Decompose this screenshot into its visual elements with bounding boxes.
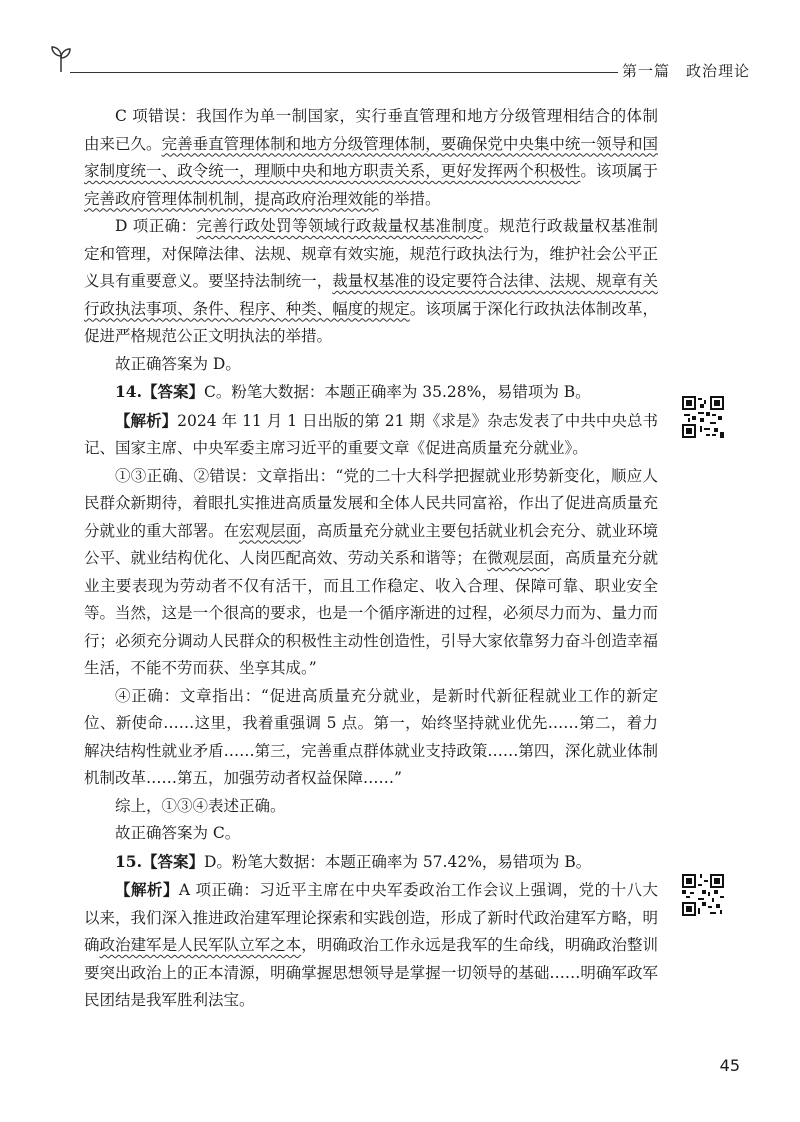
page-body — [84, 103, 658, 1015]
text-run: C 项错误：我国作为单一制国家，实行垂直管理和地方分级管理相结合的体制由来已久。 — [84, 107, 658, 153]
text-run: ①③正确、②错误：文章指出：“党的二十大科学把握就业形势新变化，顺应人民群众新期待，着眼扎实推进高质量发展和全体人民共同富裕，作出了促进高质量充分就业的重大部署。在 — [84, 466, 658, 540]
page-header — [0, 0, 800, 90]
paragraph-d-right — [84, 213, 658, 351]
question-14-point-2: ④正确：文章指出：“促进高质量充分就业，是新时代新征程就业工作的新定位、新使命……这里，我着重强调 5 点。第一，始终坚持就业优先……第二，着力解决结构性就业矛盾……第三，完善重点群体就业支持政策……第四，深化就业体制机制改革……第五，加强劳动者权益保障……” — [84, 686, 658, 787]
underlined-text: 裁量权基准的设定要符合法律、法规、规章有关行政执法事项、条件、程序、种类、幅度的规定 — [84, 272, 658, 318]
text-run: 。规范行政裁量权基准制定和管理，对保障法律、法规、规章有效实施，规范行政执法行为，维护社会公平正义具有重要意义。要坚持法制统一， — [84, 217, 658, 290]
summary-line: 综上，①③④表述正确。 — [115, 796, 286, 815]
answer-line: 故正确答案为 D。 — [115, 354, 241, 373]
underlined-text: 完善政府管理体制机制，提高政府治理效能 — [84, 189, 379, 208]
underlined-text: 完善垂直管理体制和地方分级管理体制，要确保党中央集中统一领导和国家制度统一、政令统一，理顺中央和地方职责关系，更好发挥两个积极性 — [84, 134, 658, 180]
question-14-point-1 — [84, 463, 658, 683]
page-number: 45 — [719, 1056, 740, 1075]
text-run: ，高质量充分就业主要表现为劳动者不仅有活干，而且工作稳定、收入合理、保障可靠、职业安全等。当然，这是一个很高的要求，也是一个循序渐进的过程，必须尽力而为、量力而行；必须充分调动人民群众的积极性主动性创造性，引导大家依靠努力奋斗创造幸福生活，不能不劳而获、坐享其成。” — [84, 549, 658, 677]
analysis-tag: 【解析】 — [115, 880, 179, 899]
underlined-text: 宏观层面 — [239, 521, 302, 540]
question-14-analysis — [84, 407, 658, 463]
qr-code-icon[interactable] — [682, 874, 724, 916]
text-run: 。该项属于 — [580, 162, 658, 180]
qr-code-icon[interactable] — [682, 396, 724, 438]
underlined-text: 完善行政处罚等领域行政裁量权基准制度 — [196, 217, 484, 235]
text-run: 。该项属于深化行政执法体制改革，促进严格规范公正文明执法的举措。 — [84, 299, 658, 345]
answer-tag: 14.【答案】 — [115, 382, 204, 401]
text-run: C。粉笔大数据：本题正确率为 35.28%，易错项为 B。 — [203, 383, 591, 401]
question-14-answer — [84, 378, 658, 407]
analysis-tag: 【解析】 — [115, 410, 178, 430]
underlined-text: 政治建军是人民军队立军之本 — [99, 936, 302, 954]
text-run: 2024 年 11 月 1 日出版的第 21 期《求是》杂志发表了中共中央总书记、国家主席、中央军委主席习近平的重要文章《促进高质量充分就业》。 — [84, 411, 658, 457]
text-run: A 项正确：习近平主席在中央军委政治工作会议上强调，党的十八大以来，我们深入推进政治建军理论探索和实践创造，形成了新时代政治建军方略，明确 — [84, 881, 658, 954]
text-run: ，高质量充分就业主要包括就业机会充分、就业环境公平、就业结构优化、人岗匹配高效、劳动关系和谐等；在 — [84, 521, 658, 567]
text-run: ，明确政治工作永远是我军的生命线，明确政治整训要突出政治上的正本清源，明确掌握思想领导是掌握一切领导的基础……明确军政军民团结是我军胜利法宝。 — [84, 936, 658, 1009]
text-run: D。粉笔大数据：本题正确率为 57.42%，易错项为 B。 — [203, 852, 592, 871]
answer-line: 故正确答案为 C。 — [115, 824, 241, 842]
text-run: D 项正确： — [115, 217, 197, 235]
underlined-text: 微观层面 — [487, 549, 550, 567]
question-15-answer — [84, 848, 658, 877]
header-rule — [70, 72, 618, 73]
text-run: 的举措。 — [378, 189, 441, 208]
question-15-analysis — [84, 876, 658, 1015]
leaf-icon — [48, 44, 74, 74]
paragraph-c-wrong — [84, 103, 658, 213]
answer-tag: 15.【答案】 — [115, 851, 204, 871]
section-title: 第一篇 政治理论 — [621, 62, 750, 80]
